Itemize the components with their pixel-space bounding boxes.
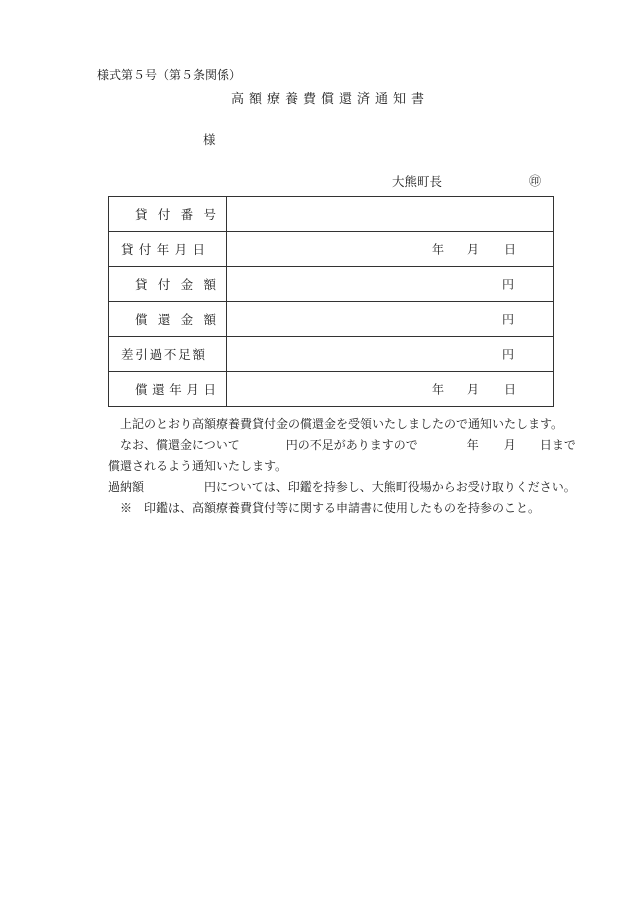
document-title: 高額療養費償還済通知書 [230, 92, 429, 107]
repayment-date-label: 償還年月日 [135, 382, 216, 397]
difference-value [227, 337, 554, 372]
loan-date-value [227, 232, 554, 267]
overpayment-label: 過納額 [108, 480, 145, 494]
repayment-amount-value [227, 302, 554, 337]
month-unit: 月 [467, 382, 480, 397]
yen-unit: 円 [502, 277, 515, 292]
year-unit: 年 [432, 382, 445, 397]
loan-amount-value [227, 267, 554, 302]
overpayment-text: 円については、印鑑を持参し、大熊町役場からお受け取りください。 [204, 480, 576, 494]
deadline-month: 月 [503, 438, 516, 452]
row-label-cell [109, 267, 227, 302]
issuer-name: 大熊町長 [392, 174, 443, 189]
loan-number-value [227, 197, 554, 232]
notice-paragraph: 上記のとおり高額療養費貸付金の償還金を受領いたしましたので通知いたします。 [120, 417, 564, 431]
table-row [109, 302, 554, 337]
shortage-text-b: 円の不足がありますので [285, 438, 418, 452]
difference-label: 差引過不足額 [121, 347, 205, 362]
day-unit: 日 [504, 242, 517, 257]
deadline-year: 年 [466, 438, 479, 452]
deadline-day-text: 日まで [539, 438, 576, 452]
repayment-date-value [227, 372, 554, 407]
seal-mark: ㊞ [529, 174, 542, 188]
month-unit: 月 [467, 242, 480, 257]
row-label-cell [109, 197, 227, 232]
loan-amount-label: 貸付金額 [135, 277, 216, 292]
loan-info-table [108, 196, 554, 407]
form-number: 様式第５号（第５条関係） [97, 68, 242, 82]
table-row [109, 267, 554, 302]
table-row [109, 197, 554, 232]
loan-number-label: 貸付番号 [135, 207, 216, 222]
shortage-text-a: なお、償還金について [120, 438, 240, 452]
seal-note: ※ 印鑑は、高額療養費貸付等に関する申請書に使用したものを持参のこと。 [120, 501, 541, 515]
row-label-cell [109, 372, 227, 407]
yen-unit: 円 [502, 312, 515, 327]
yen-unit: 円 [502, 347, 515, 362]
addressee-honorific: 様 [203, 132, 216, 147]
row-label-cell [109, 337, 227, 372]
row-label-cell [109, 302, 227, 337]
overpayment-paragraph [108, 477, 576, 498]
repayment-request-text: 償還されるよう通知いたします。 [108, 459, 288, 473]
repayment-amount-label: 償還金額 [135, 312, 216, 327]
table-row [109, 372, 554, 407]
table-row [109, 337, 554, 372]
loan-date-label: 貸付年月日 [121, 242, 205, 257]
shortage-paragraph [120, 435, 576, 456]
row-label-cell [109, 232, 227, 267]
day-unit: 日 [504, 382, 517, 397]
table-row [109, 232, 554, 267]
year-unit: 年 [432, 242, 445, 257]
